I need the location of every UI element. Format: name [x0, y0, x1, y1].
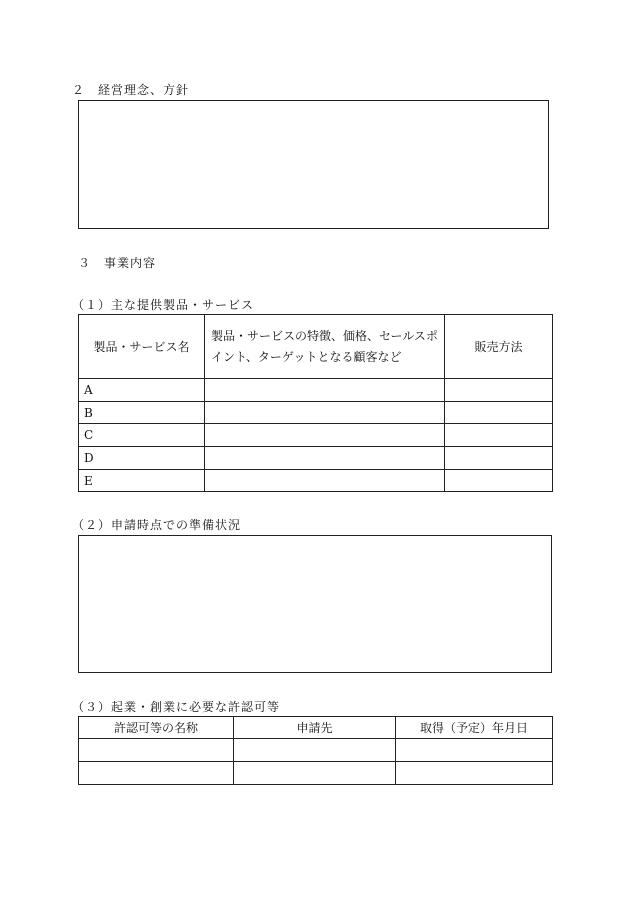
product-features-cell[interactable] — [205, 402, 445, 424]
permit-name-cell[interactable] — [79, 762, 234, 785]
acquisition-date-header: 取得（予定）年月日 — [396, 717, 553, 739]
product-features-cell[interactable] — [205, 447, 445, 470]
product-features-header: 製品・サービスの特徴、価格、セールスポイント、ターゲットとなる顧客など — [205, 315, 445, 379]
preparation-heading: （２）申請時点での準備状況 — [72, 518, 242, 532]
table-row — [79, 379, 553, 402]
acquisition-date-cell[interactable] — [396, 762, 553, 785]
table-row — [79, 424, 553, 447]
policy-text-box[interactable] — [78, 100, 549, 229]
sales-method-cell[interactable] — [445, 379, 553, 402]
permits-table — [78, 716, 553, 785]
sales-method-cell[interactable] — [445, 402, 553, 424]
acquisition-date-cell[interactable] — [396, 739, 553, 762]
permits-heading: （３）起業・創業に必要な許認可等 — [72, 700, 281, 714]
product-label-a: A — [79, 379, 205, 402]
sales-method-cell[interactable] — [445, 447, 553, 470]
table-row — [79, 447, 553, 470]
product-label-d: D — [79, 447, 205, 470]
products-heading: （１）主な提供製品・サービス — [72, 298, 255, 312]
applicant-cell[interactable] — [234, 762, 396, 785]
products-header-row — [79, 315, 553, 379]
permit-name-cell[interactable] — [79, 739, 234, 762]
section-3-heading: ３ 事業内容 — [78, 256, 157, 270]
table-row — [79, 739, 553, 762]
product-label-b: B — [79, 402, 205, 424]
applicant-header: 申請先 — [234, 717, 396, 739]
product-features-cell[interactable] — [205, 424, 445, 447]
applicant-cell[interactable] — [234, 739, 396, 762]
sales-method-header: 販売方法 — [445, 315, 553, 379]
sales-method-cell[interactable] — [445, 424, 553, 447]
preparation-text-box[interactable] — [78, 535, 552, 673]
table-row — [79, 402, 553, 424]
product-label-e: E — [79, 470, 205, 492]
product-label-c: C — [79, 424, 205, 447]
table-row — [79, 762, 553, 785]
product-name-header: 製品・サービス名 — [79, 315, 205, 379]
permit-name-header: 許認可等の名称 — [79, 717, 234, 739]
products-table — [78, 314, 553, 492]
section-2-heading: ２ 経営理念、方針 — [72, 83, 190, 97]
product-features-cell[interactable] — [205, 379, 445, 402]
product-features-cell[interactable] — [205, 470, 445, 492]
sales-method-cell[interactable] — [445, 470, 553, 492]
permits-header-row — [79, 717, 553, 739]
table-row — [79, 470, 553, 492]
